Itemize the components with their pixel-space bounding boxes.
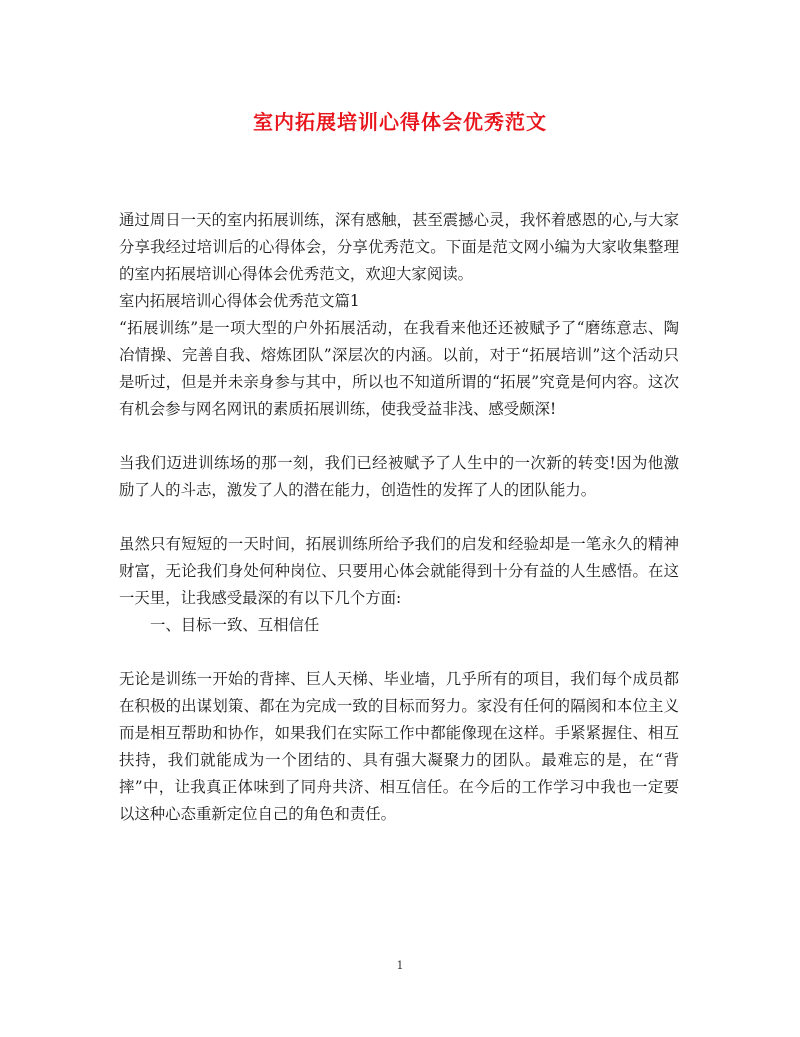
- body-paragraph: 虽然只有短短的一天时间，拓展训练所给予我们的启发和经验却是一笔永久的精神财富，无论我们身处何种岗位、只要用心体会就能得到十分有益的人生感悟。在这一天里，让我感受最深的有以下几个方面:: [119, 535, 679, 607]
- body-paragraph: “拓展训练”是一项大型的户外拓展活动，在我看来他还还被赋予了“磨练意志、陶冶情操、完善自我、熔炼团队”深层次的内涵。以前，对于“拓展培训”这个活动只是听过，但是并未亲身参与其中，所以也不知道所谓的“拓展”究竟是何内容。这次有机会参与网名网讯的素质拓展训练，使我受益非浅、感受颇深!: [119, 319, 679, 418]
- section-heading: 室内拓展培训心得体会优秀范文篇1: [119, 292, 360, 310]
- document-body: [119, 207, 679, 828]
- intro-paragraph: 通过周日一天的室内拓展训练，深有感触，甚至震撼心灵，我怀着感恩的心,与大家分享我经过培训后的心得体会，分享优秀范文。下面是范文网小编为大家收集整理的室内拓展培训心得体会优秀范文，欢迎大家阅读。: [119, 211, 679, 283]
- page-number: 1: [396, 959, 404, 972]
- paragraph-gap: [119, 639, 679, 666]
- body-paragraph: 无论是训练一开始的背摔、巨人天梯、毕业墙，几乎所有的项目，我们每个成员都在积极的出谋划策、都在为完成一致的目标而努力。家没有任何的隔阂和本位主义而是相互帮助和协作，如果我们在实际工作中都能像现在这样。手紧紧握住、相互扶持，我们就能成为一个团结的、具有强大凝聚力的团队。最难忘的是，在“背摔”中，让我真正体味到了同舟共济、相互信任。在今后的工作学习中我也一定要以这种心态重新定位自己的角色和责任。: [119, 670, 679, 823]
- paragraph-gap: [119, 504, 679, 531]
- body-paragraph: 当我们迈进训练场的那一刻，我们已经被赋予了人生中的一次新的转变!因为他激励了人的斗志，激发了人的潜在能力，创造性的发挥了人的团队能力。: [119, 454, 679, 499]
- document-title: 室内拓展培训心得体会优秀范文: [253, 110, 547, 134]
- subheading: 一、目标一致、互相信任: [150, 616, 320, 634]
- paragraph-gap: [119, 423, 679, 450]
